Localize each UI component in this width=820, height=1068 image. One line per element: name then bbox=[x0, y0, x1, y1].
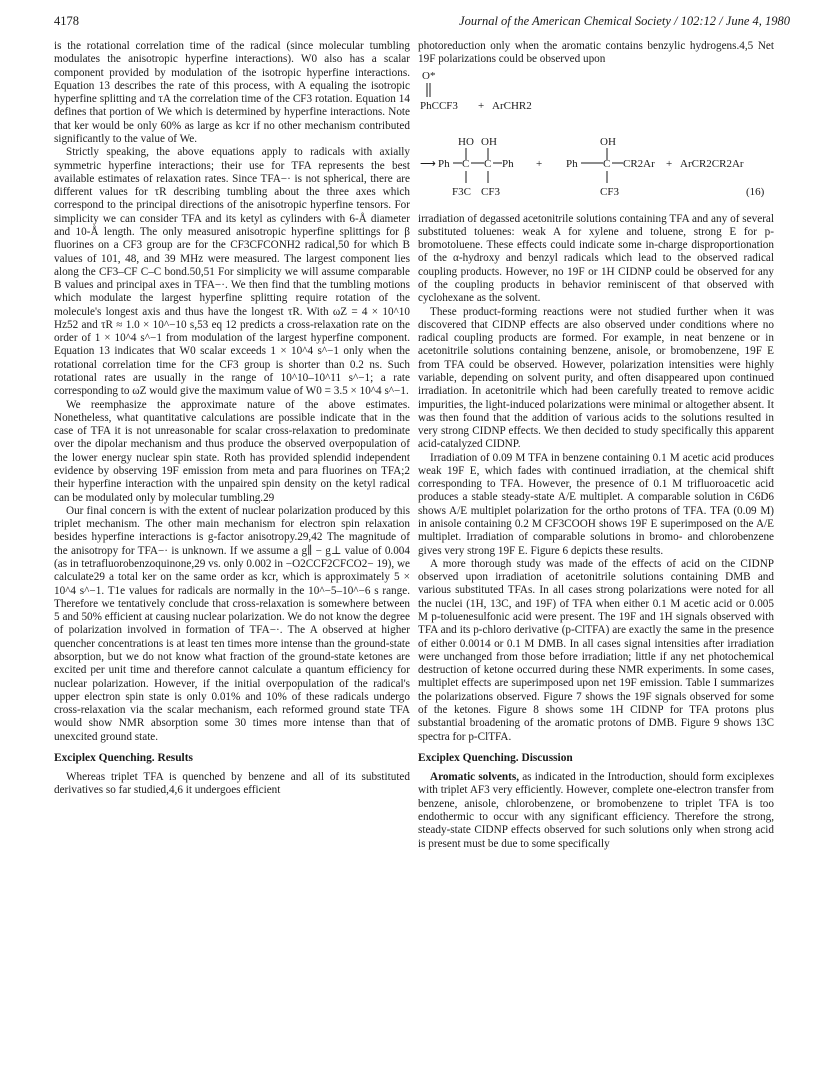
trifluoromethyl-label: CF3 bbox=[600, 185, 619, 198]
paragraph: irradiation of degassed acetonitrile solutions containing TFA and any of several substituted toluenes: weak A for xylene and toluene, strong E for p-bromotoluene. These effects could indicate some in-charge disproportionation of the α-hydroxy and benzyl radicals which lead to the observed radical coupling products. However, no 19F or 1H CIDNP could be observed for any of the coupling products in behavior reminiscent of that observed with cyclohexane as the solvent. bbox=[418, 212, 774, 305]
paragraph: Irradiation of 0.09 M TFA in benzene containing 0.1 M acetic acid produces weak 19F E, which fades with continued irradiation, at the chemical shift corresponding to TFA. However, the presence of 0.1 M trifluoroacetic acid produces a stable steady-state A/E multiplet. A comparable solution in C6D6 shows A/E multiplet polarization for the ortho protons of TFA. TFA (0.09 M) in anisole containing 0.2 M CF3COOH shows 19F E superimposed on the A/E multiplet. Irradiation of comparable solutions in bromo- and chlorobenzene gives very strong 19F E. Figure 6 depicts these results. bbox=[418, 451, 774, 557]
reaction-scheme-drawing bbox=[418, 67, 774, 213]
equation-number: (16) bbox=[746, 185, 765, 198]
excited-oxygen-label: O* bbox=[422, 69, 436, 82]
phenyl-label: Ph bbox=[438, 157, 450, 170]
hydroxyl-label: HO bbox=[458, 135, 474, 148]
page-header bbox=[54, 12, 790, 30]
cr2ar-label: CR2Ar bbox=[623, 157, 655, 170]
carbon-label: C bbox=[603, 157, 611, 170]
reaction-arrow: ⟶ bbox=[420, 157, 436, 170]
left-column bbox=[54, 40, 410, 798]
paragraph-lead: Aromatic solvents, bbox=[430, 771, 520, 784]
carbon-label: C bbox=[484, 157, 492, 170]
section-heading-results: Exciplex Quenching. Results bbox=[54, 751, 193, 764]
paragraph: photoreduction only when the aromatic contains benzylic hydrogens.4,5 Net 19F polarizations could be observed upon bbox=[418, 40, 774, 66]
hydroxyl-label: OH bbox=[481, 135, 497, 148]
reaction-scheme-16 bbox=[418, 67, 774, 213]
reactant-arene: ArCHR2 bbox=[492, 99, 532, 112]
paragraph bbox=[418, 771, 774, 851]
trifluoromethyl-label: CF3 bbox=[481, 185, 500, 198]
page-number: 4178 bbox=[54, 14, 79, 28]
plus-sign: + bbox=[536, 157, 543, 170]
running-journal-title: Journal of the American Chemical Society / 102:12 / June 4, 1980 bbox=[459, 14, 790, 28]
paragraph: Our final concern is with the extent of nuclear polarization produced by this triplet mechanism. The other main mechanism for electron spin relaxation besides hyperfine interactions is g-factor anisotropy.29,42 The magnitude of the anisotropy for TFA−· is unknown. If we assume a g∥ − g⊥ value of 0.004 (as in tetrafluorobenzoquinone,29 vs. only 0.002 in −O2CCF2CFCO2− 19), we calculate29 a total ker on the same order as kcr, which is approximately 5 × 10^4 s^−1. T1e values for radicals are normally in the 10^−5–10^−6 s range. Therefore we tentatively conclude that cross-relaxation is somewhere between 5 and 50% efficient at causing nuclear polarization. We do not know the degree of polarization involved in formation of TFA−·. The A observed at higher quencher concentrations is at least ten times more intense than the ground-state absorption, but we do not know what fraction of the ground-state ketones are excited per unit time and therefore cannot calculate a quantum efficiency for nuclear polarization. However, if the initial overpopulation of the radical's upper electron spin state is only 0.01% and 10% of these radicals undergo cross-relaxation via the scalar mechanism, each reformed ground state TFA would show NMR absorption some 30 times more intense than that of unexcited ground state. bbox=[54, 504, 410, 743]
paragraph: These product-forming reactions were not studied further when it was discovered that CIDNP effects are also observed under conditions where no radical coupling products are formed. For example, in neat benzene or in acetonitrile solutions containing benzene, anisole, or bromobenzene, 19F E from TFA could be observed. However, polarization intensities were highly variable, depending on solvent purity, and often disappeared upon continued irradiation. In acetonitrile which had been carefully treated to remove acidic impurities, the light-induced polarizations were minimal or altogether absent. It was then found that the addition of various acids to the solutions resulted in very strong CIDNP effects. We then decided to study specifically this apparent acid-catalyzed CIDNP. bbox=[418, 305, 774, 451]
coupling-dimer-label: ArCR2CR2Ar bbox=[680, 157, 744, 170]
phenyl-label: Ph bbox=[502, 157, 514, 170]
paragraph: A more thorough study was made of the effects of acid on the CIDNP observed upon irradiation of acetonitrile solutions containing DMB and various substituted TFAs. In all cases strong polarizations were noted for all the nuclei (1H, 13C, and 19F) of TFA when either 0.1 M acetic acid or 0.005 M p-toluenesulfonic acid were present. The 19F and 1H signals observed with TFA and its p-chloro derivative (p-ClTFA) are exactly the same in the presence of either 0.0014 or 0.1 M DMB. In all cases signal intensities after irradiation were unchanged from those before irradiation; little if any net photochemical destruction of ketone occurred during these NMR experiments. In some cases, multiplet effects are superimposed upon net 19F emission. Table I summarizes the polarizations observed. Figure 7 shows the 19F signals observed for some of the ketones. Figure 8 shows some 1H CIDNP for TFA protons plus substantial broadening of the aromatic protons of DMB. Figure 9 shows 13C spectra for p-ClTFA. bbox=[418, 557, 774, 743]
paragraph-body: as indicated in the Introduction, should form exciplexes with triplet AF3 very efficiently. However, complete one-electron transfer from benzene, anisole, chlorobenzene, or bromobenzene to triplet TFA is too endothermic to occur with any significant efficiency. Therefore the strong, steady-state CIDNP effects observed for such solutions only when strong acid is present must be due to some specifically bbox=[418, 771, 774, 850]
trifluoromethyl-label: F3C bbox=[452, 185, 471, 198]
section-heading-discussion: Exciplex Quenching. Discussion bbox=[418, 751, 573, 764]
hydroxyl-label: OH bbox=[600, 135, 616, 148]
right-column bbox=[418, 40, 774, 851]
plus-sign: + bbox=[666, 157, 673, 170]
phenyl-label: Ph bbox=[566, 157, 578, 170]
paragraph: We reemphasize the approximate nature of the above estimates. Nonetheless, what quantitative calculations are possible indicate that in the case of TFA it is not unreasonable for scalar cross-relaxation to predominate over the dipolar mechanism and thus produce the observed overpopulation of the lower energy nuclear spin state. Roth has provided splendid independent evidence by observing 19F emission from meta and para fluorines on TFA;2 their hyperfine interaction with the unpaired spin density on the ketyl radical can be modulated only by molecular tumbling.29 bbox=[54, 398, 410, 504]
plus-sign: + bbox=[478, 99, 485, 112]
paragraph: Strictly speaking, the above equations apply to radicals with axially symmetric hyperfine interactions; their use for TFA represents the best available estimates of relaxation rates. Since TFA−· is not spherical, there are different values for τR describing tumbling about the three axes which correspond to the principal directions of the anisotropic hyperfine tensors. For simplicity we can consider TFA and its ketyl as cylinders with 6-Å diameter and 10-Å length. The only measured anisotropic hyperfine splittings for β fluorines on a CF3 group are for the CF3CFCONH2 radical,50 for which B values of 101, 48, and 39 MHz were measured. The largest component lies along the CF3–CF C–C bond.50,51 For simplicity we will assume comparable B values and principal axes in TFA−·. We then find that the tumbling motions which modulate the largest hyperfine splitting require rotation of the molecule's longest axis and thus have the longest τR. With ωZ = 4 × 10^10 Hz52 and τR ≈ 1.0 × 10^−10 s,53 eq 12 predicts a cross-relaxation rate on the order of 1 × 10^4 s^−1 from modulation of the largest hyperfine component. Equation 13 indicates that W0 scalar exceeds 1 × 10^4 s^−1 only when the rotational correlation time for the CF3 group is shorter than 0.2 ns. Such rotational rates are usually in the range of 10^10–10^11 s^−1; a rate corresponding to ωZ would give the maximum value of W0 = 3.5 × 10^4 s^−1. bbox=[54, 146, 410, 398]
paragraph: Whereas triplet TFA is quenched by benzene and all of its substituted derivatives so far studied,4,6 it undergoes efficient bbox=[54, 771, 410, 797]
reactant-ketone: PhCCF3 bbox=[420, 99, 458, 112]
carbon-label: C bbox=[462, 157, 470, 170]
paragraph: is the rotational correlation time of the radical (since molecular tumbling modulates the anisotropic hyperfine interactions). W0 also has a scalar component provided by modulation of the isotropic hyperfine interactions. Equation 13 describes the rate of this process, with A equaling the isotropic hyperfine splitting and τA the correlation time of the CF3 rotation. Equation 14 defines that portion of We which is determined by hyperfine interactions. Note that ker would be only 60% as large as kcr if no other mechanism contributed significantly to the value of We. bbox=[54, 40, 410, 145]
